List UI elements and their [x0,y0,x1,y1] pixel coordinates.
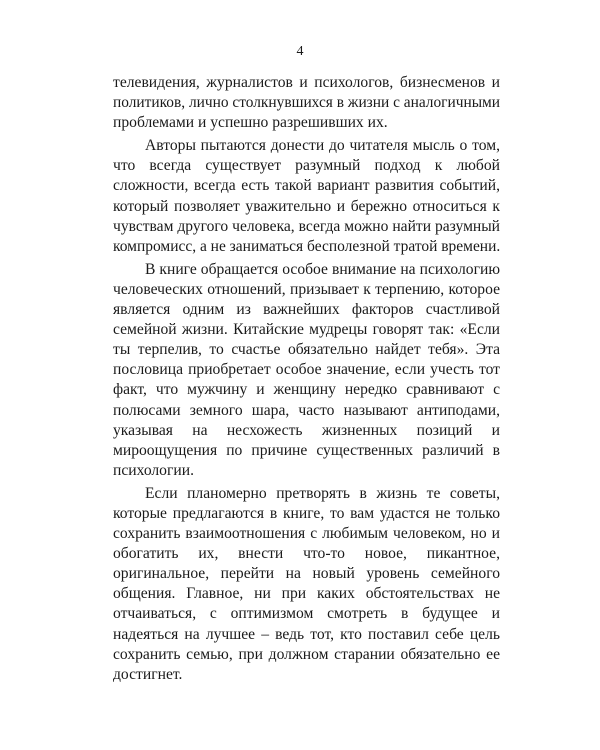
text-line: надеяться на лучшее – ведь тот, кто поставил себе цель [113,625,500,643]
text-line: обогатить их, внести что-то новое, пикантное, [113,545,500,563]
text-line: психологии. [113,461,194,479]
paragraph-4 [113,484,500,685]
text-line: телевидения, журналистов и психологов, бизнесменов и [113,74,500,91]
text-line: чувствам другого человека, всегда можно найти разумный [113,217,500,235]
text-line: достигнет. [113,665,183,683]
text-line: что всегда существует разумный подход к любой [113,157,500,175]
text-line: является одним из важнейших факторов счастливой [113,301,500,319]
text-line: пословица приобретает особое значение, если учесть тот [113,361,500,379]
text-line: человеческих отношений, призывает к терпению, которое [113,280,500,298]
text-line: полюсами земного шара, часто называют антиподами, [113,401,500,419]
paragraph-1 [113,73,500,133]
text-line: оригинальное, перейти на новый уровень семейного [113,565,500,583]
text-line: факт, что мужчину и женщину нередко сравнивают с [113,381,500,399]
text-line: семейной жизни. Китайские мудрецы говорят так: «Если [113,321,500,339]
text-line: который позволяет уважительно и бережно относиться к [113,197,500,215]
paragraph-2 [113,136,500,257]
text-line: Авторы пытаются донести до читателя мысль о том, [145,137,500,155]
text-line: Если планомерно претворять в жизнь те советы, [145,484,500,502]
text-line: В книге обращается особое внимание на психологию [145,260,500,278]
paragraph-3 [113,260,500,481]
text-line: указывая на несхожесть жизненных позиций и [113,421,500,439]
text-line: компромисс, а не заниматься бесполезной тратой времени. [113,237,501,255]
text-line: сложности, всегда есть такой вариант развития событий, [113,177,500,195]
text-line: политиков, лично столкнувшихся в жизни с аналогичными [113,94,501,112]
text-line: проблемами и успешно разрешивших их. [113,114,388,132]
text-line: отчаиваться, с оптимизмом смотреть в будущее и [113,605,500,623]
text-line: сохранить семью, при должном старании обязательно ее [113,645,500,663]
body-text [113,73,500,688]
text-line: ты терпелив, то счастье обязательно найдет тебя». Эта [113,341,500,359]
text-line: сохранить взаимоотношения с любимым человеком, но и [113,525,500,543]
text-line: общения. Главное, ни при каких обстоятельствах не [113,585,500,603]
text-line: мироощущения по причине существенных различий в [113,441,500,459]
text-line: которые предлагаются в книге, то вам удастся не только [113,504,500,522]
page-number: 4 [296,44,304,59]
